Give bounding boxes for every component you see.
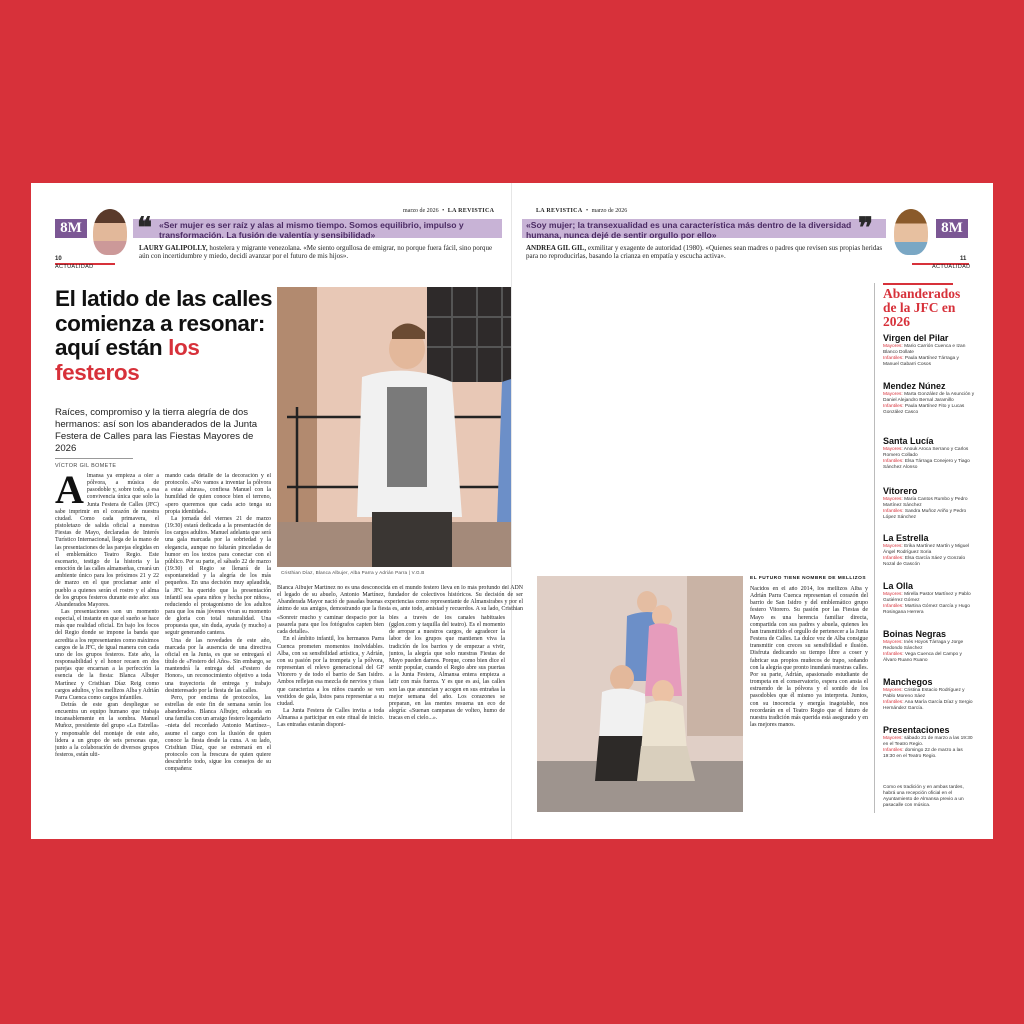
- sidebar-group-line: [883, 544, 975, 556]
- paragraph: La Junta Festera de Calles invita a toda Almansa a participar en este ritual de inicio. Las entradas estarán disponi-: [277, 708, 384, 729]
- sidebar-line-label: Mayores:: [883, 344, 905, 349]
- sidebar-line-value: Sandra Muñoz Ariño y Pedro López Sánchez: [883, 509, 967, 521]
- sidebar-line-value: Anouk Aroca Serrano y Carlos Romero Collado: [883, 447, 969, 459]
- sidebar-line-value: Paula Martínez Fito y Lucas González Casco: [883, 404, 965, 416]
- paragraph: lmansa ya empieza a oler a pólvora, a música de pasodoble y, sobre todo, a esa convivencia única que solo la Junta Festera de Calles (JFC) sabe imprimir en el corazón de nuestra ciudad. Como cada primavera, el pistoletazo de salida oficial a nuestras Fiestas de Mayo, declaradas de Interés Turístico Internacional, llega de la mano de las presentaciones de las parejas elegidas en el emblemático Teatro Regio. Este escenario, testigo de la historia y la emoción de las calles almanseñas, creará un ambiente único para los próximos 21 y 22 de marzo en el que proclamar ante el pueblo a quienes serán el rostro y el alma de los grupos festeros durante este año: sus Abanderados Mayores.: [55, 473, 159, 608]
- paragraph: Las presentaciones son un momento especial, el instante en que el sueño se hace más que realidad oficial. En bajo los focos del Regio donde se impone la banda que acredita a los representantes como máximos cargos de la JFC, de igual manera con cada uno de los grupos festeros. Este año, la responsabilidad y el honor recaen en dos parejas que encarnan a la perfección la esencia de la fiesta: Blanca Albujer Martínez y Cristhian Díaz Reig como cargos adultos, y los mellizos Alba y Adrián Parra Cuenca como cargos infantiles.: [55, 608, 159, 701]
- page-number: 11: [960, 256, 967, 262]
- main-photo: [277, 287, 512, 567]
- sidebar-line-value: Mirella Pastor Martínez y Pablo Gutiérrez Gómez: [883, 592, 971, 604]
- sidebar-line-value: Martina Gómez García y Hugo Rosingana Herrera: [883, 604, 970, 616]
- sidebar-group-name: Santa Lucía: [883, 436, 934, 446]
- sidebar-line-label: Mayores:: [883, 497, 905, 502]
- sidebar-group-name: Manchegos: [883, 677, 933, 687]
- second-photo: [537, 576, 743, 812]
- sidebar-line-label: Mayores:: [883, 592, 905, 597]
- sidebar-divider: [874, 283, 875, 813]
- sidebar-group: [883, 677, 975, 712]
- sidebar-group: [883, 581, 975, 616]
- paragraph: Una de las novedades de este año, marcada por la ausencia de una directiva oficial en la Junta, es que se entregará el título de «Festero del Año». Sin embargo, se mantendrá la entrega del «Festero de Honor», un reconocimiento objetivo a toda una trayectoria de entrega y trabajo desinteresado por la fiesta de las calles.: [165, 637, 271, 694]
- sidebar-group-name: Boinas Negras: [883, 629, 947, 639]
- paragraph: bles a través de los canales habituales (gglon.com y taquilla del teatro). Es el momento de arropar a nuestros cargos, de agradecer la labor de los grupos que mantienen viva la tradición de los barrios y de empezar a vivir, juntos, la alegría que solo nuestras Fiestas de Mayo pueden darnos. Porque, como bien dice el sentir popular, cuando el Regio abre sus puertas a la Junta Festera, Almansa entera empieza a latir con más fuerza. Y es que es así, las calles son las que anuncian y acogen en sus entrañas la mejor semana del año. Los corazones se preparan, en las mentes resuena un eco de alegría: «Suenan campanas de volteo, humo de tracas en el cielo...».: [389, 615, 505, 722]
- paragraph: Blanca Albujer Martínez no es una desconocida en el mundo festero lleva en lo más profundo del ADN el legado de su abuelo, Antonio Martínez, fundador de colectivos históricos. Su decisión de ser Abanderada Mayor nació de pasadas buenas experiencias como representante de Almansirabes y por el ánimo de sus amigos, demostrando que la fiesta es, ante todo, amistad y recuerdos. A su lado, Cristhian: [277, 585, 523, 613]
- sidebar-rule: [883, 283, 953, 285]
- section-label: ACTUALIDAD: [55, 264, 94, 270]
- sidebar-group-line: [883, 640, 975, 652]
- subhead-mellizos: EL FUTURO TIENE NOMBRE DE MELLIZOS: [750, 576, 867, 581]
- sidebar-group-line: [883, 556, 975, 568]
- sidebar-group: [883, 333, 975, 368]
- sidebar-line-value: Ana María García Díaz y Sergio Hernández García.: [883, 700, 973, 712]
- sidebar-line-label: Mayores:: [883, 736, 905, 741]
- sidebar-group: [883, 533, 975, 568]
- paragraph: Pero, por encima de protocolos, las estrellas de este fin de semana serán los abanderados. Blanca Albujer, educada en una familia con un arraigo festero legendario –nieta del recordado Antonio Martínez–, asume el cargo con la ilusión de quien conoce la fiesta desde la cuna. A su lado, Cristhian Díaz, que se estrenará en el protocolo con la frescura de quien quiere descubrirlo todo, sigue los consejos de su compañera:: [165, 694, 271, 773]
- article-column-1: [55, 473, 159, 823]
- sidebar-line-value: domingo 22 de marzo a las 19:30 en el Teatro Regio.: [883, 748, 963, 760]
- sidebar-line-label: Infantiles:: [883, 509, 905, 515]
- quote-author-text: hostelera y migrante venezolana. «Me siento orgullosa de emigrar, no porque fuera fácil, sino porque aún con incertidumbre y miedo, decidí avanzar por el futuro de mis hijos».: [139, 244, 493, 261]
- page-number: 10: [55, 256, 62, 262]
- open-quote-icon: ❝: [137, 213, 153, 244]
- paragraph: mando cada detalle de la decoración y el protocolo. «No vamos a inventar la pólvora a estas alturas», confiesa Manuel con la humildad de quien conoce bien el terreno, «pero queremos que cada acto tenga su propia identidad».: [165, 473, 271, 515]
- paragraph: Detrás de este gran despliegue se encuentra un equipo humano que trabaja incansablemente en la sombra. Manuel Muñoz, presidente del grupo «La Estrella» y responsable del montaje de este año, lidera a un grupo de seis personas que, junto a la colaboración de diversos grupos festeros, están ulti-: [55, 702, 159, 759]
- sidebar-group-name: Vitorero: [883, 486, 918, 496]
- quote-author-name: LAURY GALIPOLLY,: [139, 244, 208, 252]
- header-magazine-date: LA REVISTICA • marzo de 2026: [536, 208, 628, 214]
- sidebar-group-name: Mendez Núnez: [883, 381, 946, 391]
- sidebar-line-label: Infantiles:: [883, 556, 905, 562]
- sidebar-group-line: [883, 748, 975, 760]
- sidebar-line-value: Marta González de la Asunción y Daniel Alejandro Bernal Jaramillo: [883, 392, 975, 404]
- header-date: marzo de 2026: [403, 208, 439, 214]
- close-quote-icon: ❞: [858, 213, 874, 244]
- sidebar-line-label: Infantiles:: [883, 356, 905, 362]
- sidebar-group-line: [883, 592, 975, 604]
- sidebar-line-value: Cristina Estacio Rodríguez y Pablo Moreno Sáez: [883, 688, 965, 700]
- paragraph: La jornada del viernes 21 de marzo (19:30) estará dedicada a la presentación de los cargos adultos. Manuel adelanta que será una gala marcada por la sobriedad y la elegancia, aunque no faltarán pinceladas de humor en los textos para conectar con el público. Por su parte, el sábado 22 de marzo (19:30) el Regio se llenará de la espontaneidad y la alegría de los más pequeños. En una decisión muy aplaudida, la JFC ha querido que la presentación infantil sea «para niños y hecha por niños», reduciendo el protagonismo de los adultos para que los más jóvenes vivan su momento de gloria con total naturalidad. Una propuesta que, sin duda, ayuda (y mucho) a seguir generando cantera.: [165, 515, 271, 637]
- portrait-andrea: [894, 209, 928, 255]
- sidebar-group-line: [883, 459, 975, 471]
- header-date: marzo de 2026: [591, 208, 628, 214]
- sidebar-line-label: Infantiles:: [883, 459, 905, 465]
- sidebar-line-label: Infantiles:: [883, 748, 905, 754]
- newspaper-spread: [31, 183, 993, 839]
- sidebar-group-line: [883, 688, 975, 700]
- sidebar-line-value: sábado 21 de marzo a las 19:30 en el Teatro Regio.: [883, 736, 973, 748]
- main-photo-illustration: [277, 287, 512, 567]
- 8m-badge: 8M: [55, 219, 87, 238]
- sidebar-group-line: [883, 652, 975, 664]
- second-photo-illustration: [537, 576, 743, 812]
- paragraph: «Sonreír mucho y caminar despacio por la pasarela para que los fotógrafos capten bien cada detalle».: [277, 615, 384, 636]
- sidebar-line-value: Inés Hoyos Tárraga y Jorge Redondo Sánchez: [883, 640, 964, 652]
- sidebar-line-value: Elsa Tárraga Conejero y Tiago Sánchez Alonso: [883, 459, 970, 471]
- headline-red: los festeros: [55, 335, 200, 385]
- sidebar-group-line: [883, 344, 975, 356]
- sidebar-group: [883, 725, 975, 760]
- article-column-4: [389, 615, 505, 825]
- sidebar-line-label: Mayores:: [883, 544, 905, 549]
- sidebar-group: [883, 436, 975, 471]
- 8m-badge: 8M: [936, 219, 968, 238]
- sidebar-group-line: [883, 356, 975, 368]
- sidebar-closing: Como es tradición y en ambas tardes, habrá una recepción oficial en el Ayuntamiento de Almansa previo a un pasacalle con música.: [883, 785, 964, 809]
- sidebar-group: [883, 381, 975, 416]
- sidebar-title: Abanderados de la JFC en 2026: [883, 286, 961, 329]
- sidebar-group-line: [883, 447, 975, 459]
- sidebar-line-value: Mario Carrión Cuenca e Izan Blanco Dollate: [883, 344, 966, 356]
- sidebar-group-name: La Estrella: [883, 533, 929, 543]
- sidebar-group-line: [883, 700, 975, 712]
- sidebar-group-line: [883, 604, 975, 616]
- sidebar-group-name: Presentaciones: [883, 725, 950, 735]
- sidebar-group-line: [883, 497, 975, 509]
- sidebar-line-value: Erika Martínez Martín y Miguel Ángel Rodríguez Soria: [883, 544, 970, 556]
- paragraph: En el ámbito infantil, los hermanos Parra Cuenca prometen momentos inolvidables. Alba, con su sensibilidad artística, y Adrián, con su pasión por la trompeta y la pólvora, representan el relevo generacional del GF Vitorero y de todo el barrio de San Isidro. Ambos reflejan esa mezcla de nervios y risas que caracteriza a los niños cuando se ven vestidos de gala, listos para representar a su ciudad.: [277, 636, 384, 707]
- sidebar-line-label: Mayores:: [883, 392, 905, 397]
- sidebar-line-label: Infantiles:: [883, 404, 905, 410]
- headline: [55, 287, 275, 385]
- quote-author-text: exmilitar y exagente de autoridad (1980). «Quienes sean madres o padres que revisen sus propias heridas para no reproducirlas, basando la crianza en empatía y escucha activa».: [526, 244, 883, 261]
- header-magazine: LA REVISTICA: [447, 208, 495, 214]
- drop-cap: A: [55, 473, 84, 512]
- sidebar-line-label: Infantiles:: [883, 652, 905, 658]
- sidebar-line-label: Infantiles:: [883, 604, 905, 610]
- sidebar-line-label: Mayores:: [883, 640, 905, 645]
- main-photo-caption: Cristhian Díaz, Blanca Albujer, Alba Parra y Adrián Parra | V.G.B: [281, 570, 425, 575]
- section-label: ACTUALIDAD: [932, 264, 971, 270]
- byline-rule: [55, 458, 133, 459]
- pull-quote: «Ser mujer es ser raíz y alas al mismo tiempo. Somos equilibrio, impulso y transformación. La fusión de valentía y sensibilidad»: [159, 220, 464, 240]
- sidebar-line-value: María Cantos Rumbo y Pedro Martínez Sánchez: [883, 497, 968, 509]
- sidebar-group-name: La Olla: [883, 581, 914, 591]
- article-intro-lower: [277, 585, 523, 613]
- sidebar-line-label: Mayores:: [883, 688, 905, 693]
- article-column-2: [165, 473, 271, 823]
- sidebar-group-name: Virgen del Pilar: [883, 333, 949, 343]
- sidebar-line-label: Infantiles:: [883, 700, 905, 706]
- sidebar-group-line: [883, 736, 975, 748]
- quote-author-name: ANDREA GIL GIL,: [526, 244, 587, 252]
- sidebar-group: [883, 629, 975, 664]
- deck: Raíces, compromiso y la tierra alegría de dos hermanos: así son los abanderados de la Junta Festera de Calles para las Fiestas Mayores de 2026: [55, 407, 258, 454]
- paragraph: Nacidos en el año 2014, los mellizos Alba y Adrián Parra Cuenca representan el corazón del barrio de San Isidro y del emblemático grupo festero Vitorero. Su pasión por las Fiestas de Mayo es una herencia familiar directa, compartida con sus padres y abuela, quienes les han transmitido el orgullo de pertenecer a la Junta Festera de Calles. La dulce voz de Alba consigue transmitir con creces su sensibilidad e ilusión. Disfruta dedicando su tiempo libre a coser y fabricar sus propios muñecos de trapo, soñando con la alegría que pronto inundará nuestras calles. Por su parte, Adrián, apasionado estudiante de trompeta en el conservatorio, espera con ansia el estruendo de la pólvora y el sonido de los pasodobles que él mismo ya interpreta. Juntos, con su inocencia y energía inagotable, nos recordarán en el Teatro Regio que el futuro de nuestra tradición más querida está asegurado y en las mejores manos.: [750, 586, 868, 728]
- quote-attribution: [526, 244, 888, 261]
- sidebar-line-label: Mayores:: [883, 447, 904, 452]
- quote-attribution: [139, 244, 501, 261]
- byline: VÍCTOR GIL BOMETE: [55, 463, 117, 469]
- sidebar-line-value: Paula Martínez Tárraga y Manuel Gabarri Cosos: [883, 356, 959, 368]
- headline-main: El latido de las calles comienza a resonar: aquí están: [55, 286, 273, 360]
- portrait-laury: [93, 209, 127, 255]
- pull-quote: «Soy mujer; la transexualidad es una característica más dentro de la diversidad humana, nunca dejé de sentir orgullo por ello»: [526, 220, 852, 240]
- sidebar-line-value: Elsa García Sáez y Gonzalo Nozal de Gascón: [883, 556, 966, 568]
- sidebar-group: [883, 486, 975, 521]
- sidebar-group-line: [883, 509, 975, 521]
- sidebar-group-line: [883, 392, 975, 404]
- header-date-magazine: marzo de 2026 • LA REVISTICA: [403, 208, 495, 214]
- article-column-5: [750, 586, 868, 822]
- sidebar-line-value: Vega Cuenca del Campo y Álvaro Ruano Ruano: [883, 652, 962, 664]
- sidebar-group-line: [883, 404, 975, 416]
- header-magazine: LA REVISTICA: [536, 208, 583, 214]
- article-column-3: [277, 615, 384, 825]
